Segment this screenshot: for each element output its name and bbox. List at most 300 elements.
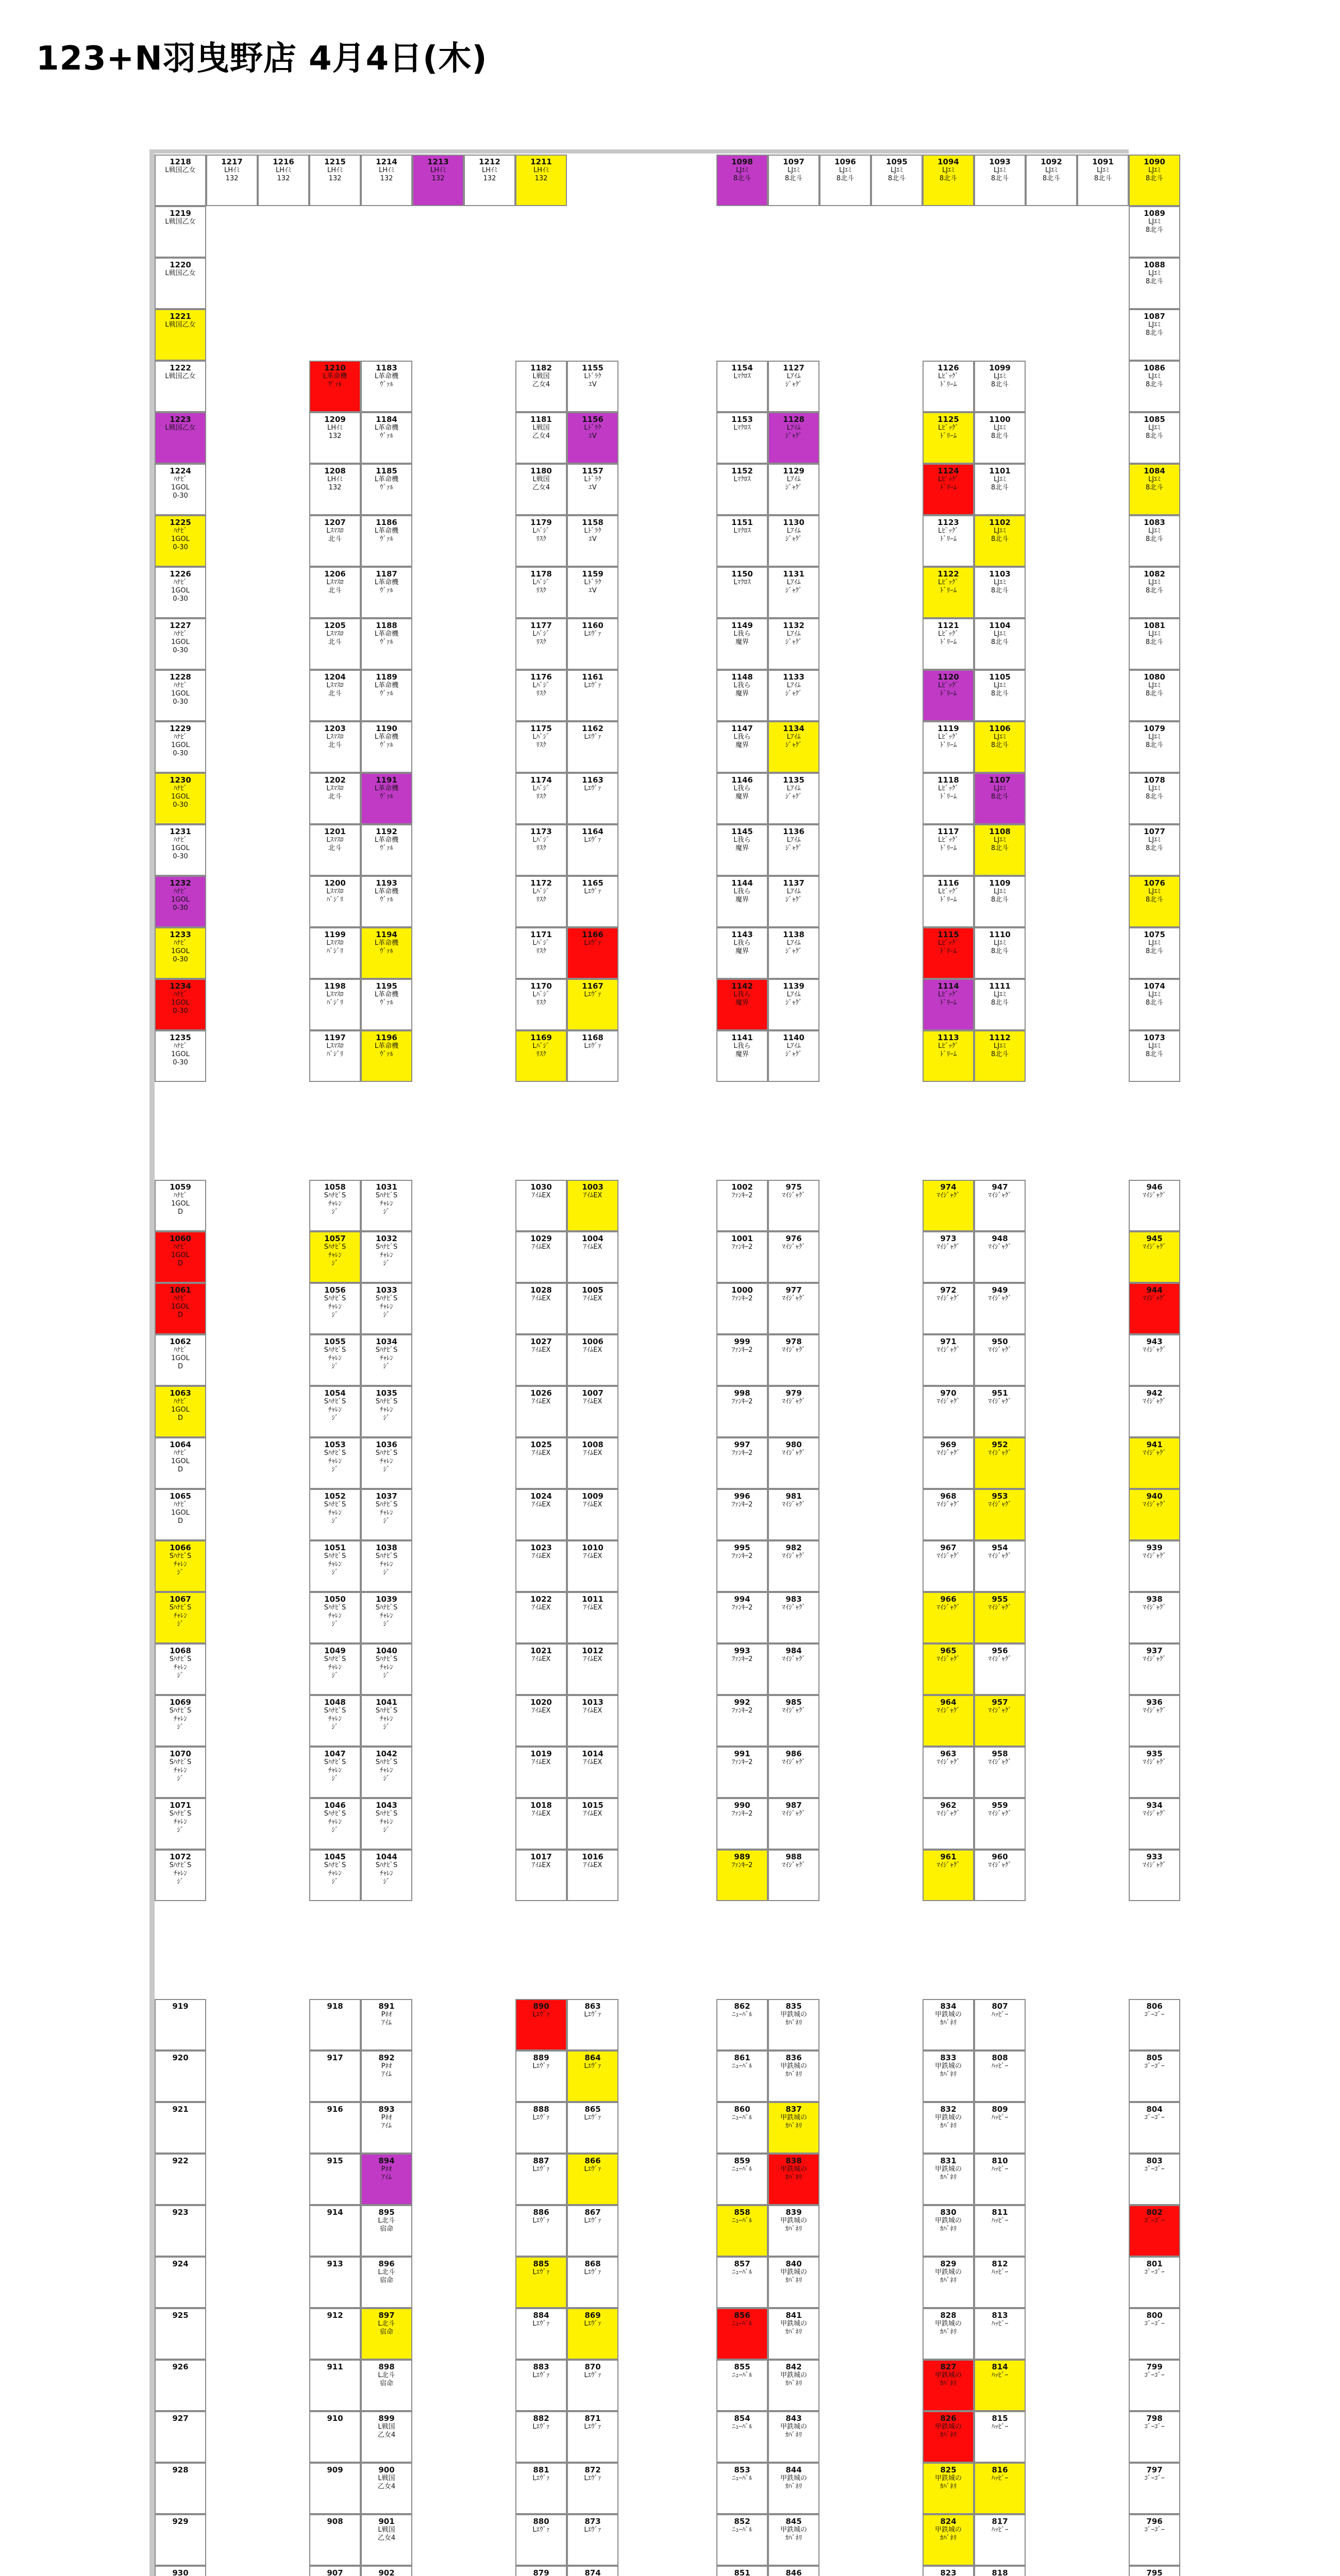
machine-number: 942	[1146, 1388, 1163, 1398]
machine-name: L戦国乙女	[165, 372, 196, 380]
machine-name: LHｲﾐ 132	[430, 166, 446, 182]
machine-1157	[567, 464, 618, 515]
machine-name: ﾏｲｼﾞｬｸﾞ	[782, 1449, 806, 1457]
machine-name: ﾏｲｼﾞｬｸﾞ	[1143, 1449, 1166, 1457]
machine-name: L北斗 宿命	[378, 2217, 395, 2233]
machine-1122	[923, 567, 974, 618]
machine-name: L革命機 ｳﾞｧﾙ	[374, 939, 399, 955]
machine-number: 1065	[170, 1492, 191, 1501]
machine-1181	[515, 412, 567, 464]
machine-name: Lﾋﾞｯｸﾞ ﾄﾞﾘｰﾑ	[938, 733, 959, 749]
machine-number: 1016	[582, 1852, 604, 1861]
machine-1062	[155, 1334, 206, 1386]
machine-1144	[716, 876, 768, 927]
machine-number: 1224	[170, 466, 191, 476]
machine-number: 823	[940, 2568, 957, 2576]
machine-number: 909	[327, 2465, 343, 2475]
machine-1102	[974, 515, 1026, 567]
machine-1198	[309, 979, 361, 1030]
machine-802	[1129, 2205, 1180, 2257]
machine-number: 1233	[170, 930, 191, 939]
machine-1220	[155, 258, 206, 309]
machine-number: 1230	[170, 775, 191, 785]
machine-number: 950	[992, 1337, 1008, 1346]
machine-number: 1056	[324, 1285, 346, 1295]
machine-number: 1135	[783, 775, 805, 785]
machine-873	[567, 2514, 618, 2566]
machine-1081	[1129, 618, 1180, 670]
machine-number: 1151	[731, 518, 753, 527]
machine-name: L戦国乙女	[165, 269, 196, 277]
machine-number: 1002	[731, 1182, 753, 1192]
machine-1147	[716, 721, 768, 773]
machine-name: ﾏｲｼﾞｬｸﾞ	[988, 1552, 1012, 1560]
machine-name: Lｴｳﾞｧ	[532, 2217, 550, 2225]
machine-number: 1096	[834, 157, 856, 166]
machine-1046	[309, 1798, 361, 1850]
machine-name: ﾌｧﾝｷｰ2	[731, 1810, 753, 1818]
machine-name: Lﾋﾞｯｸﾞ ﾄﾞﾘｰﾑ	[938, 888, 959, 904]
machine-number: 924	[172, 2259, 189, 2268]
machine-name: SﾊﾅﾋﾞS ﾁｬﾚﾝ ｼﾞ	[375, 1707, 398, 1731]
machine-number: 984	[785, 1646, 802, 1655]
machine-882	[515, 2411, 567, 2463]
machine-799	[1129, 2360, 1180, 2411]
machine-1184	[361, 412, 412, 464]
machine-980	[768, 1437, 819, 1489]
machine-946	[1129, 1180, 1180, 1231]
machine-name: L我ら 魔界	[733, 733, 751, 749]
machine-number: 1104	[989, 621, 1011, 630]
machine-name: LJｴﾐ 8北斗	[1145, 527, 1164, 543]
machine-number: 1111	[989, 981, 1011, 991]
machine-name: SﾊﾅﾋﾞS ﾁｬﾚﾝ ｼﾞ	[169, 1552, 192, 1577]
machine-number: 970	[940, 1388, 957, 1398]
machine-969	[923, 1437, 974, 1489]
machine-911	[309, 2360, 361, 2411]
machine-name: LHｲﾐ 132	[533, 166, 549, 182]
machine-926	[155, 2360, 206, 2411]
machine-name: L我ら 魔界	[733, 836, 751, 852]
machine-number: 1041	[376, 1698, 397, 1707]
machine-number: 842	[785, 2362, 802, 2371]
machine-number: 979	[785, 1388, 802, 1398]
machine-name: L革命機 ｳﾞｧﾙ	[374, 527, 399, 543]
machine-number: 1190	[376, 724, 397, 733]
machine-1026	[515, 1386, 567, 1437]
machine-name: 甲鉄城の ｶﾊﾞﾈﾘ	[780, 2165, 807, 2181]
machine-name: Lｴｳﾞｧ	[584, 682, 601, 689]
machine-number: 1031	[376, 1182, 397, 1192]
machine-number: 1152	[731, 466, 753, 476]
machine-name: SﾊﾅﾋﾞS ﾁｬﾚﾝ ｼﾞ	[375, 1398, 398, 1422]
machine-1218	[155, 155, 206, 206]
machine-1180	[515, 464, 567, 515]
machine-name: ｺﾞｰｺﾞｰ	[1144, 2423, 1165, 2431]
machine-number: 1229	[170, 724, 191, 733]
machine-number: 962	[940, 1801, 957, 1810]
machine-number: 960	[992, 1852, 1008, 1861]
machine-name: LJｴﾐ 8北斗	[1145, 579, 1164, 595]
machine-name: SﾊﾅﾋﾞS ﾁｬﾚﾝ ｼﾞ	[324, 1192, 346, 1216]
machine-number: 1046	[324, 1801, 346, 1810]
machine-1123	[923, 515, 974, 567]
machine-name: LJｴﾐ 8北斗	[1145, 682, 1164, 698]
machine-number: 830	[940, 2208, 957, 2217]
machine-1093	[974, 155, 1026, 206]
machine-name: 甲鉄城の ｶﾊﾞﾈﾘ	[934, 2165, 962, 2181]
machine-813	[974, 2308, 1026, 2360]
machine-name: 甲鉄城の ｶﾊﾞﾈﾘ	[780, 2011, 807, 2027]
machine-number: 1183	[376, 363, 397, 372]
machine-839	[768, 2205, 819, 2257]
machine-number: 1008	[582, 1440, 604, 1449]
machine-name: ﾏｲｼﾞｬｸﾞ	[936, 1346, 960, 1354]
machine-number: 1192	[376, 827, 397, 836]
machine-name: Lﾄﾞﾗｸ ｴV	[584, 372, 601, 388]
machine-1082	[1129, 567, 1180, 618]
machine-number: 869	[584, 2311, 601, 2320]
machine-1086	[1129, 361, 1180, 412]
machine-name: Lｱｲﾑ ｼﾞｬｸﾞ	[785, 836, 802, 852]
machine-951	[974, 1386, 1026, 1437]
machine-1201	[309, 824, 361, 876]
machine-1067	[155, 1592, 206, 1643]
machine-1101	[974, 464, 1026, 515]
machine-name: LJｴﾐ 8北斗	[1145, 888, 1164, 904]
machine-number: 1107	[989, 775, 1011, 785]
machine-number: 1118	[937, 775, 959, 785]
machine-868	[567, 2257, 618, 2308]
machine-name: ｺﾞｰｺﾞｰ	[1144, 2217, 1165, 2225]
machine-1107	[974, 773, 1026, 824]
machine-977	[768, 1283, 819, 1334]
machine-name: Lﾋﾞｯｸﾞ ﾄﾞﾘｰﾑ	[938, 785, 959, 801]
machine-number: 808	[992, 2053, 1008, 2062]
machine-name: ｱｲﾑEX	[583, 1552, 602, 1560]
machine-number: 944	[1146, 1285, 1163, 1295]
machine-number: 1011	[582, 1595, 604, 1604]
machine-number: 1112	[989, 1033, 1011, 1042]
machine-number: 1130	[783, 518, 805, 527]
machine-name: Lｱｲﾑ ｼﾞｬｸﾞ	[785, 372, 802, 388]
machine-number: 860	[734, 2105, 750, 2114]
machine-number: 974	[940, 1182, 957, 1192]
machine-1119	[923, 721, 974, 773]
machine-1209	[309, 412, 361, 464]
machine-number: 1204	[324, 672, 346, 682]
machine-1055	[309, 1334, 361, 1386]
machine-number: 1098	[731, 157, 753, 166]
machine-998	[716, 1386, 768, 1437]
machine-name: ﾊｯﾋﾟｰ	[991, 2011, 1009, 2019]
machine-1115	[923, 927, 974, 979]
machine-number: 838	[785, 2156, 802, 2165]
machine-1078	[1129, 773, 1180, 824]
machine-1160	[567, 618, 618, 670]
machine-number: 839	[785, 2208, 802, 2217]
machine-1227	[155, 618, 206, 670]
machine-number: 1000	[731, 1285, 753, 1295]
machine-910	[309, 2411, 361, 2463]
machine-name: ﾏｲｼﾞｬｸﾞ	[782, 1707, 806, 1715]
machine-number: 925	[172, 2311, 189, 2320]
machine-number: 1179	[530, 518, 552, 527]
machine-1140	[768, 1030, 819, 1082]
machine-number: 870	[584, 2362, 601, 2371]
machine-name: Lｱｲﾑ ｼﾞｬｸﾞ	[785, 733, 802, 749]
machine-845	[768, 2514, 819, 2566]
machine-name: ﾊﾅﾋﾞ 1GOL D	[171, 1346, 190, 1370]
machine-name: 甲鉄城の ｶﾊﾞﾈﾘ	[934, 2011, 962, 2027]
machine-number: 840	[785, 2259, 802, 2268]
machine-1033	[361, 1283, 412, 1334]
machine-name: ﾏｲｼﾞｬｸﾞ	[1143, 1346, 1166, 1354]
machine-number: 872	[584, 2465, 601, 2475]
machine-1214	[361, 155, 412, 206]
machine-number: 1009	[582, 1492, 604, 1501]
machine-number: 1052	[324, 1492, 346, 1501]
machine-909	[309, 2463, 361, 2514]
machine-948	[974, 1231, 1026, 1283]
machine-name: LJｴﾐ 8北斗	[991, 166, 1009, 182]
machine-name: ﾆｭｰﾊﾟﾙ	[732, 2320, 752, 2328]
machine-name: Lｽﾏｽﾛ 北斗	[326, 785, 344, 801]
machine-914	[309, 2205, 361, 2257]
machine-name: ﾏｲｼﾞｬｸﾞ	[782, 1604, 806, 1612]
machine-number: 1021	[530, 1646, 552, 1655]
machine-number: 966	[940, 1595, 957, 1604]
machine-number: 1212	[479, 157, 500, 166]
machine-952	[974, 1437, 1026, 1489]
machine-name: Lｽﾏｽﾛ 北斗	[326, 733, 344, 749]
machine-981	[768, 1489, 819, 1540]
machine-number: 824	[940, 2517, 957, 2526]
machine-number: 807	[992, 2002, 1008, 2011]
machine-831	[923, 2154, 974, 2205]
machine-name: SﾊﾅﾋﾞS ﾁｬﾚﾝ ｼﾞ	[324, 1449, 346, 1473]
machine-number: 882	[533, 2414, 549, 2423]
machine-name: Lｱｲﾑ ｼﾞｬｸﾞ	[785, 630, 802, 646]
machine-number: 1139	[783, 981, 805, 991]
machine-number: 901	[378, 2517, 395, 2526]
machine-1225	[155, 515, 206, 567]
machine-name: 甲鉄城の ｶﾊﾞﾈﾘ	[934, 2526, 962, 2542]
machine-number: 1188	[376, 621, 397, 630]
machine-name: Lｴｳﾞｧ	[532, 2011, 550, 2019]
machine-number: 888	[533, 2105, 549, 2114]
machine-name: LHｲﾐ 132	[481, 166, 498, 182]
machine-number: 1163	[582, 775, 604, 785]
machine-834	[923, 1999, 974, 2050]
machine-name: ﾏｲｼﾞｬｸﾞ	[782, 1243, 806, 1251]
machine-number: 862	[734, 2002, 750, 2011]
machine-1110	[974, 927, 1026, 979]
machine-name: Lﾏｸﾛｽ	[733, 372, 751, 380]
machine-1176	[515, 670, 567, 721]
machine-number: 921	[172, 2105, 189, 2114]
machine-923	[155, 2205, 206, 2257]
machine-1154	[716, 361, 768, 412]
machine-826	[923, 2411, 974, 2463]
machine-number: 1108	[989, 827, 1011, 836]
machine-name: Lﾋﾞｯｸﾞ ﾄﾞﾘｰﾑ	[938, 939, 959, 955]
machine-1134	[768, 721, 819, 773]
machine-name: Lｽﾏｽﾛ ﾊﾞｼﾞﾘ	[326, 888, 344, 904]
machine-1179	[515, 515, 567, 567]
machine-number: 1131	[783, 569, 805, 579]
machine-number: 837	[785, 2105, 802, 2114]
machine-1219	[155, 206, 206, 258]
machine-name: Lｴｳﾞｧ	[584, 785, 601, 792]
machine-795	[1129, 2566, 1180, 2576]
machine-name: ｺﾞｰｺﾞｰ	[1144, 2268, 1165, 2276]
machine-number: 1202	[324, 775, 346, 785]
machine-number: 880	[533, 2517, 549, 2526]
machine-number: 996	[734, 1492, 750, 1501]
machine-number: 1066	[170, 1543, 191, 1552]
machine-name: LJｴﾐ 8北斗	[887, 166, 906, 182]
machine-name: ﾊﾅﾋﾞ 1GOL D	[171, 1295, 190, 1319]
machine-name: LJｴﾐ 8北斗	[1145, 939, 1164, 955]
machine-number: 1026	[530, 1388, 552, 1398]
machine-name: ｱｲﾑEX	[531, 1192, 551, 1199]
machine-1133	[768, 670, 819, 721]
machine-name: SﾊﾅﾋﾞS ﾁｬﾚﾝ ｼﾞ	[324, 1810, 346, 1834]
machine-809	[974, 2102, 1026, 2154]
machine-1175	[515, 721, 567, 773]
machine-number: 1138	[783, 930, 805, 939]
machine-name: ｱｲﾑEX	[583, 1346, 602, 1354]
machine-number: 1068	[170, 1646, 191, 1655]
machine-number: 1070	[170, 1749, 191, 1758]
machine-817	[974, 2514, 1026, 2566]
machine-number: 911	[327, 2362, 343, 2371]
machine-846	[768, 2566, 819, 2576]
machine-number: 867	[584, 2208, 601, 2217]
machine-name: ｱｲﾑEX	[583, 1398, 602, 1405]
machine-number: 1105	[989, 672, 1011, 682]
machine-1013	[567, 1695, 618, 1747]
machine-number: 977	[785, 1285, 802, 1295]
machine-name: Lｴｳﾞｧ	[584, 836, 601, 844]
machine-852	[716, 2514, 768, 2566]
machine-name: LJｴﾐ 8北斗	[991, 476, 1009, 492]
machine-866	[567, 2154, 618, 2205]
machine-801	[1129, 2257, 1180, 2308]
machine-1091	[1077, 155, 1129, 206]
machine-name: ｺﾞｰｺﾞｰ	[1144, 2114, 1165, 2122]
machine-number: 989	[734, 1852, 750, 1861]
machine-name: ﾌｧﾝｷｰ2	[731, 1398, 753, 1405]
machine-name: L革命機 ｳﾞｧﾙ	[374, 785, 399, 801]
machine-968	[923, 1489, 974, 1540]
machine-number: 1201	[324, 827, 346, 836]
machine-854	[716, 2411, 768, 2463]
machine-number: 929	[172, 2517, 189, 2526]
machine-823	[923, 2566, 974, 2576]
machine-name: ﾏｲｼﾞｬｸﾞ	[988, 1758, 1012, 1766]
machine-name: ｺﾞｰｺﾞｰ	[1144, 2165, 1165, 2173]
machine-name: LJｴﾐ 8北斗	[1145, 218, 1164, 234]
machine-name: Lｱｲﾑ ｼﾞｬｸﾞ	[785, 1042, 802, 1058]
machine-name: Lｱｲﾑ ｼﾞｬｸﾞ	[785, 785, 802, 801]
machine-1207	[309, 515, 361, 567]
machine-1228	[155, 670, 206, 721]
machine-1172	[515, 876, 567, 927]
machine-name: 甲鉄城の ｶﾊﾞﾈﾘ	[934, 2423, 962, 2439]
machine-1170	[515, 979, 567, 1030]
machine-number: 1124	[937, 466, 959, 476]
machine-924	[155, 2257, 206, 2308]
machine-number: 933	[1146, 1852, 1163, 1861]
machine-number: 1166	[582, 930, 604, 939]
machine-name: Lｴｳﾞｧ	[584, 2114, 601, 2122]
machine-number: 863	[584, 2002, 601, 2011]
machine-name: Lｱｲﾑ ｼﾞｬｸﾞ	[785, 939, 802, 955]
machine-number: 1168	[582, 1033, 604, 1042]
machine-number: 866	[584, 2156, 601, 2165]
machine-number: 958	[992, 1749, 1008, 1758]
machine-956	[974, 1643, 1026, 1695]
machine-917	[309, 2050, 361, 2102]
machine-816	[974, 2463, 1026, 2514]
machine-1057	[309, 1231, 361, 1283]
machine-name: LJｴﾐ 8北斗	[1145, 269, 1164, 285]
machine-815	[974, 2411, 1026, 2463]
machine-number: 1121	[937, 621, 959, 630]
machine-804	[1129, 2102, 1180, 2154]
machine-number: 1225	[170, 518, 191, 527]
machine-number: 1205	[324, 621, 346, 630]
machine-888	[515, 2102, 567, 2154]
machine-number: 976	[785, 1234, 802, 1243]
machine-1210	[309, 361, 361, 412]
machine-1109	[974, 876, 1026, 927]
machine-995	[716, 1540, 768, 1592]
machine-name: ﾊﾅﾋﾞ 1GOL 0-30	[171, 785, 190, 809]
machine-1015	[567, 1798, 618, 1850]
machine-number: 844	[785, 2465, 802, 2475]
machine-number: 805	[1146, 2053, 1163, 2062]
machine-name: LHｲﾐ 132	[327, 424, 343, 440]
machine-name: Lｴｳﾞｧ	[584, 2165, 601, 2173]
machine-number: 874	[584, 2568, 601, 2576]
machine-number: 1156	[582, 415, 604, 424]
machine-number: 948	[992, 1234, 1008, 1243]
machine-1117	[923, 824, 974, 876]
machine-number: 1193	[376, 878, 397, 888]
machine-890	[515, 1999, 567, 2050]
machine-913	[309, 2257, 361, 2308]
machine-name: L戦国 乙女4	[377, 2423, 396, 2439]
machine-879	[515, 2566, 567, 2576]
machine-796	[1129, 2514, 1180, 2566]
machine-name: L戦国 乙女4	[532, 372, 550, 388]
machine-name: Lｽﾏｽﾛ 北斗	[326, 527, 344, 543]
machine-name: LHｲﾐ 132	[378, 166, 395, 182]
machine-number: 1125	[937, 415, 959, 424]
machine-number: 845	[785, 2517, 802, 2526]
machine-1017	[515, 1850, 567, 1901]
machine-number: 1215	[324, 157, 346, 166]
machine-name: Lﾋﾞｯｸﾞ ﾄﾞﾘｰﾑ	[938, 1042, 959, 1058]
machine-number: 806	[1146, 2002, 1163, 2011]
machine-name: ﾆｭｰﾊﾟﾙ	[732, 2165, 752, 2173]
machine-1044	[361, 1850, 412, 1901]
machine-number: 1044	[376, 1852, 397, 1861]
machine-964	[923, 1695, 974, 1747]
